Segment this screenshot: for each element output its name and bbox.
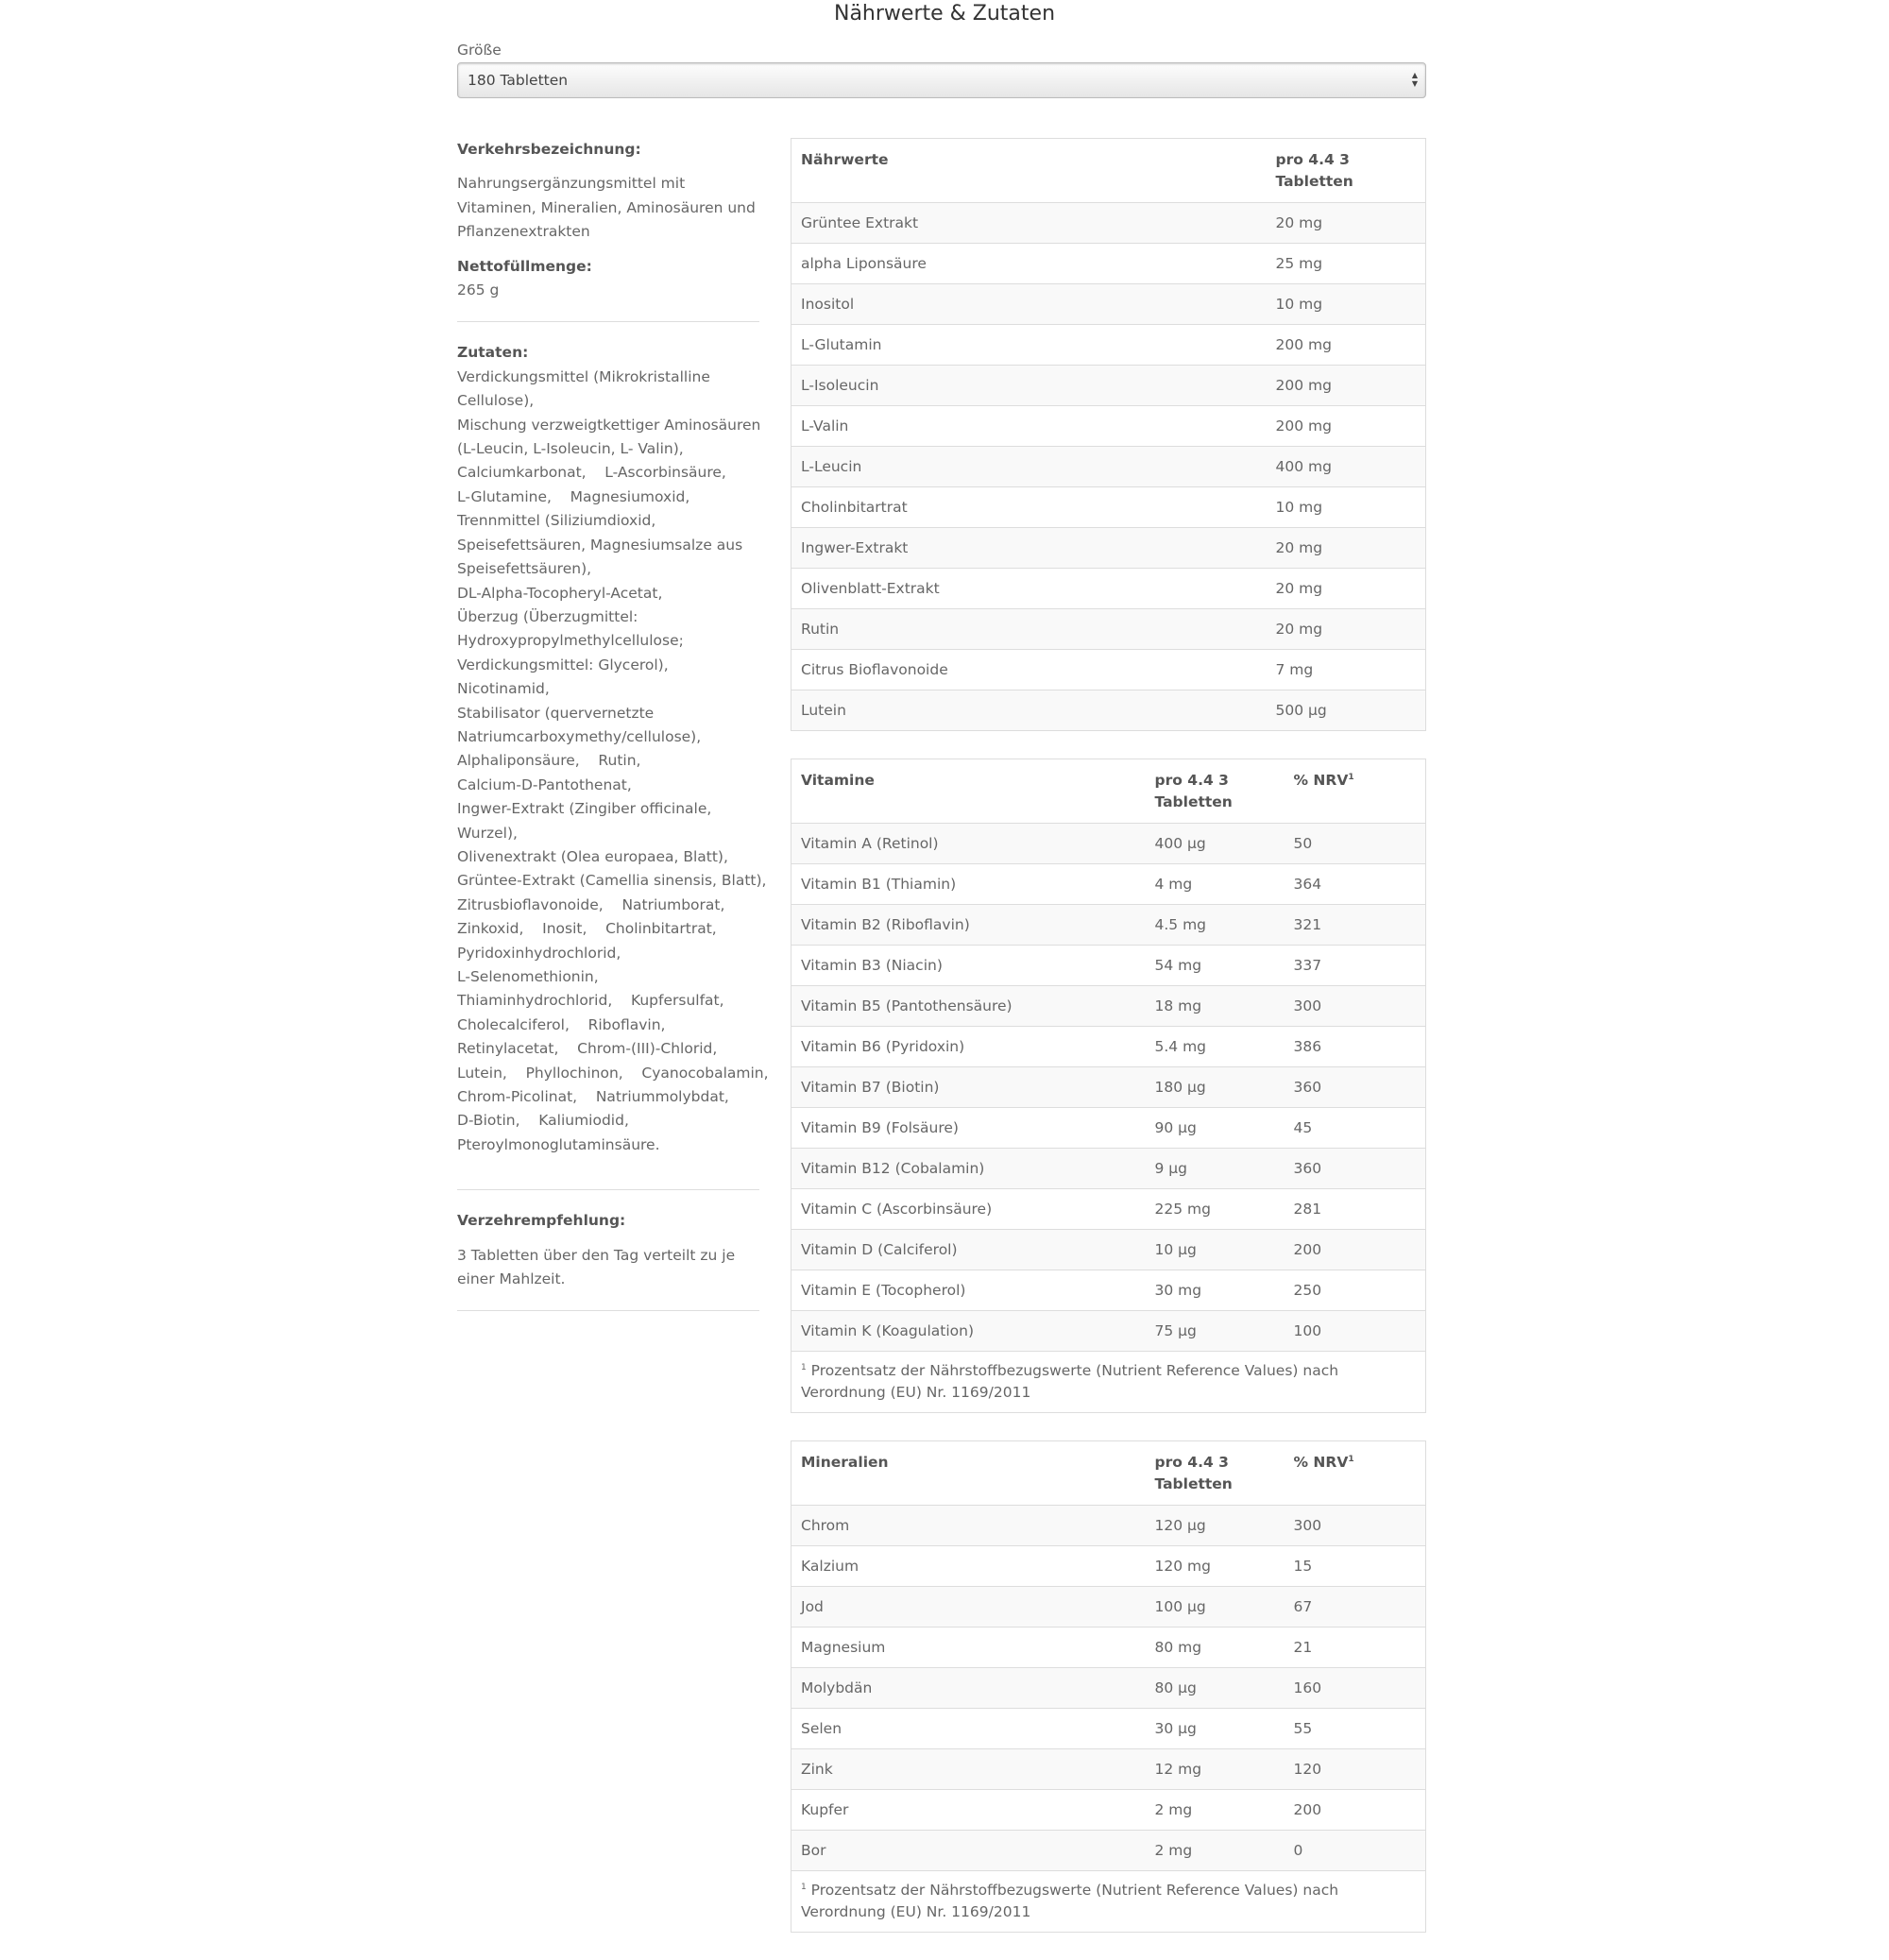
table-header-row: [791, 139, 1426, 203]
table-row: [791, 528, 1426, 569]
cell-name: Vitamin B3 (Niacin): [791, 946, 1146, 986]
cell-amount: 2 mg: [1146, 1831, 1285, 1871]
table-row: [791, 1311, 1426, 1352]
cell-amount: 10 mg: [1267, 284, 1426, 325]
zutaten-line: Retinylacetat, Chrom-(III)-Chlorid,: [457, 1040, 718, 1058]
cell-nrv: 120: [1285, 1749, 1426, 1790]
size-select[interactable]: [457, 62, 1426, 98]
cell-amount: 2 mg: [1146, 1790, 1285, 1831]
table-row: [791, 1149, 1426, 1189]
cell-amount: 200 mg: [1267, 406, 1426, 447]
cell-amount: 120 mg: [1146, 1546, 1285, 1587]
zutaten-list: [457, 366, 769, 1157]
table-row: [791, 1067, 1426, 1108]
cell-name: Molybdän: [791, 1668, 1146, 1709]
zutaten-line: Überzug (Überzugmittel:: [457, 607, 638, 625]
cell-amount: 200 mg: [1267, 366, 1426, 406]
table-header-row: [791, 759, 1426, 824]
mineralien-table: [791, 1440, 1426, 1933]
table-row: [791, 1587, 1426, 1628]
cell-name: Vitamin B5 (Pantothensäure): [791, 986, 1146, 1027]
cell-amount: 90 µg: [1146, 1108, 1285, 1149]
cell-amount: 200 mg: [1267, 325, 1426, 366]
header-amount: pro 4.4 3 Tabletten: [1267, 139, 1426, 203]
table-row: [791, 406, 1426, 447]
cell-name: L-Isoleucin: [791, 366, 1267, 406]
table-row: [791, 1546, 1426, 1587]
zutaten-line: Alphaliponsäure, Rutin,: [457, 752, 641, 770]
cell-name: Chrom: [791, 1506, 1146, 1546]
zutaten-line: L-Selenomethionin,: [457, 968, 599, 985]
verkehrs-label: Verkehrsbezeichnung:: [457, 141, 641, 158]
header-nrv-footnote-mark: 1: [1348, 1454, 1354, 1464]
cell-amount: 80 mg: [1146, 1628, 1285, 1668]
header-nrv-footnote-mark: 1: [1348, 772, 1354, 782]
cell-amount: 7 mg: [1267, 650, 1426, 690]
cell-name: Vitamin B9 (Folsäure): [791, 1108, 1146, 1149]
zutaten-line: Thiaminhydrochlorid, Kupfersulfat,: [457, 992, 724, 1010]
cell-amount: 20 mg: [1267, 528, 1426, 569]
page-title: Nährwerte & Zutaten: [833, 2, 1056, 26]
table-row: [791, 1749, 1426, 1790]
footnote-text: Prozentsatz der Nährstoffbezugswerte (Nutrient Reference Values) nach Verordnung (EU) Nr. 1169/2011: [801, 1362, 1339, 1401]
cell-amount: 75 µg: [1146, 1311, 1285, 1352]
table-row: [791, 366, 1426, 406]
table-row: [791, 650, 1426, 690]
table-row: [791, 1027, 1426, 1067]
zutaten-line: Hydroxypropylmethylcellulose;: [457, 632, 684, 650]
size-label: Größe: [457, 42, 502, 59]
cell-name: Bor: [791, 1831, 1146, 1871]
zutaten-line: Chrom-Picolinat, Natriummolybdat,: [457, 1088, 729, 1106]
table-row: [791, 946, 1426, 986]
table-row: [791, 1790, 1426, 1831]
cell-amount: 20 mg: [1267, 609, 1426, 650]
vitamine-table: [791, 758, 1426, 1413]
zutaten-line: Zinkoxid, Inosit, Cholinbitartrat,: [457, 920, 717, 938]
header-nrv-label: % NRV: [1293, 1454, 1349, 1471]
cell-name: Vitamin B12 (Cobalamin): [791, 1149, 1146, 1189]
table-header-row: [791, 1441, 1426, 1506]
cell-name: Olivenblatt-Extrakt: [791, 569, 1267, 609]
header-nrv: [1285, 759, 1426, 824]
footnote-mark: 1: [801, 1362, 807, 1372]
cell-amount: 100 µg: [1146, 1587, 1285, 1628]
zutaten-line: D-Biotin, Kaliumiodid,: [457, 1112, 629, 1130]
cell-name: alpha Liponsäure: [791, 244, 1267, 284]
cell-name: Selen: [791, 1709, 1146, 1749]
zutaten-line: Stabilisator (quervernetzte: [457, 704, 655, 722]
cell-amount: 4.5 mg: [1146, 905, 1285, 946]
header-name: Nährwerte: [791, 139, 1267, 203]
table-row: [791, 325, 1426, 366]
table-row: [791, 487, 1426, 528]
cell-name: L-Leucin: [791, 447, 1267, 487]
zutaten-line: Olivenextrakt (Olea europaea, Blatt),: [457, 847, 728, 865]
zutaten-line: Nicotinamid,: [457, 680, 550, 698]
netto-value: 265 g: [457, 281, 500, 299]
cell-nrv: 45: [1285, 1108, 1426, 1149]
cell-amount: 4 mg: [1146, 864, 1285, 905]
zutaten-line: Grüntee-Extrakt (Camellia sinensis, Blatt),: [457, 872, 767, 890]
cell-nrv: 321: [1285, 905, 1426, 946]
table-row: [791, 1709, 1426, 1749]
header-name: Mineralien: [791, 1441, 1146, 1506]
footnote-row: [791, 1871, 1426, 1933]
cell-nrv: 300: [1285, 986, 1426, 1027]
naehrwerte-table: [791, 138, 1426, 731]
zutaten-line: Wurzel),: [457, 824, 518, 842]
cell-name: Vitamin B1 (Thiamin): [791, 864, 1146, 905]
cell-name: Vitamin E (Tocopherol): [791, 1270, 1146, 1311]
cell-amount: 225 mg: [1146, 1189, 1285, 1230]
cell-nrv: 300: [1285, 1506, 1426, 1546]
cell-amount: 10 mg: [1267, 487, 1426, 528]
zutaten-line: L-Glutamine, Magnesiumoxid,: [457, 487, 690, 505]
table-row: [791, 986, 1426, 1027]
cell-amount: 54 mg: [1146, 946, 1285, 986]
nutrition-tables: [791, 138, 1425, 1960]
select-arrows-icon: ▲ ▼: [1411, 71, 1418, 88]
cell-nrv: 200: [1285, 1230, 1426, 1270]
verzehr-label: Verzehrempfehlung:: [457, 1212, 626, 1230]
cell-name: Vitamin B7 (Biotin): [791, 1067, 1146, 1108]
cell-amount: 500 µg: [1267, 690, 1426, 731]
cell-name: Rutin: [791, 609, 1267, 650]
zutaten-line: Ingwer-Extrakt (Zingiber officinale,: [457, 800, 712, 818]
cell-amount: 30 mg: [1146, 1270, 1285, 1311]
zutaten-line: Pteroylmonoglutaminsäure.: [457, 1135, 660, 1153]
table-row: [791, 1628, 1426, 1668]
table-row: [791, 690, 1426, 731]
cell-name: Vitamin D (Calciferol): [791, 1230, 1146, 1270]
netto-label: Nettofüllmenge:: [457, 257, 592, 275]
zutaten-label: Zutaten:: [457, 344, 529, 362]
table-row: [791, 824, 1426, 864]
zutaten-line: Verdickungsmittel: Glycerol),: [457, 656, 669, 673]
zutaten-line: Calciumkarbonat, L-Ascorbinsäure,: [457, 464, 726, 482]
verkehrs-text: Nahrungsergänzungsmittel mit Vitaminen, Mineralien, Aminosäuren und Pflanzenextrakten: [457, 175, 756, 241]
footnote-mark: 1: [801, 1882, 807, 1892]
table-row: [791, 244, 1426, 284]
table-row: [791, 1668, 1426, 1709]
zutaten-line: (L-Leucin, L-Isoleucin, L- Valin),: [457, 440, 684, 458]
table-row: [791, 447, 1426, 487]
cell-amount: 80 µg: [1146, 1668, 1285, 1709]
zutaten-line: Cholecalciferol, Riboflavin,: [457, 1015, 666, 1033]
zutaten-line: Trennmittel (Siliziumdioxid,: [457, 512, 656, 530]
cell-nrv: 364: [1285, 864, 1426, 905]
cell-name: Inositol: [791, 284, 1267, 325]
cell-name: Vitamin C (Ascorbinsäure): [791, 1189, 1146, 1230]
cell-amount: 5.4 mg: [1146, 1027, 1285, 1067]
zutaten-line: Natriumcarboxymethy/cellulose),: [457, 727, 702, 745]
table-row: [791, 284, 1426, 325]
table-row: [791, 1506, 1426, 1546]
header-amount: pro 4.4 3 Tabletten: [1146, 759, 1285, 824]
header-amount: pro 4.4 3 Tabletten: [1146, 1441, 1285, 1506]
cell-amount: 9 µg: [1146, 1149, 1285, 1189]
cell-name: Kalzium: [791, 1546, 1146, 1587]
cell-name: Vitamin B6 (Pyridoxin): [791, 1027, 1146, 1067]
cell-name: Zink: [791, 1749, 1146, 1790]
footnote-row: [791, 1352, 1426, 1413]
cell-name: Lutein: [791, 690, 1267, 731]
cell-name: Magnesium: [791, 1628, 1146, 1668]
table-row: [791, 1189, 1426, 1230]
verzehr-text: 3 Tabletten über den Tag verteilt zu je einer Mahlzeit.: [457, 1246, 736, 1288]
cell-name: Kupfer: [791, 1790, 1146, 1831]
cell-amount: 12 mg: [1146, 1749, 1285, 1790]
cell-amount: 400 µg: [1146, 824, 1285, 864]
table-row: [791, 1108, 1426, 1149]
zutaten-line: Zitrusbioflavonoide, Natriumborat,: [457, 895, 725, 913]
cell-nrv: 21: [1285, 1628, 1426, 1668]
table-row: [791, 609, 1426, 650]
divider: [457, 1310, 759, 1311]
table-row: [791, 1831, 1426, 1871]
cell-nrv: 337: [1285, 946, 1426, 986]
zutaten-line: Pyridoxinhydrochlorid,: [457, 944, 621, 962]
cell-amount: 20 mg: [1267, 203, 1426, 244]
cell-name: L-Valin: [791, 406, 1267, 447]
zutaten-line: Mischung verzweigtkettiger Aminosäuren: [457, 416, 761, 434]
cell-nrv: 50: [1285, 824, 1426, 864]
cell-nrv: 360: [1285, 1149, 1426, 1189]
table-row: [791, 905, 1426, 946]
zutaten-line: Calcium-D-Pantothenat,: [457, 775, 632, 793]
zutaten-line: Cellulose),: [457, 392, 535, 410]
cell-name: Vitamin K (Koagulation): [791, 1311, 1146, 1352]
cell-amount: 20 mg: [1267, 569, 1426, 609]
table-row: [791, 1270, 1426, 1311]
cell-amount: 10 µg: [1146, 1230, 1285, 1270]
product-info: [457, 138, 769, 1311]
cell-name: Jod: [791, 1587, 1146, 1628]
header-nrv: [1285, 1441, 1426, 1506]
size-select-value: 180 Tabletten: [468, 72, 569, 89]
cell-amount: 25 mg: [1267, 244, 1426, 284]
cell-name: L-Glutamin: [791, 325, 1267, 366]
header-name: Vitamine: [791, 759, 1146, 824]
cell-name: Vitamin B2 (Riboflavin): [791, 905, 1146, 946]
cell-nrv: 250: [1285, 1270, 1426, 1311]
cell-amount: 120 µg: [1146, 1506, 1285, 1546]
cell-amount: 400 mg: [1267, 447, 1426, 487]
zutaten-line: Speisefettsäuren),: [457, 560, 592, 578]
cell-nrv: 360: [1285, 1067, 1426, 1108]
cell-nrv: 100: [1285, 1311, 1426, 1352]
cell-nrv: 160: [1285, 1668, 1426, 1709]
cell-nrv: 386: [1285, 1027, 1426, 1067]
cell-name: Grüntee Extrakt: [791, 203, 1267, 244]
cell-nrv: 281: [1285, 1189, 1426, 1230]
header-nrv-label: % NRV: [1293, 772, 1349, 789]
footnote: [791, 1352, 1426, 1413]
table-row: [791, 864, 1426, 905]
cell-nrv: 200: [1285, 1790, 1426, 1831]
cell-nrv: 55: [1285, 1709, 1426, 1749]
table-row: [791, 1230, 1426, 1270]
cell-nrv: 0: [1285, 1831, 1426, 1871]
cell-name: Citrus Bioflavonoide: [791, 650, 1267, 690]
cell-name: Ingwer-Extrakt: [791, 528, 1267, 569]
zutaten-line: Verdickungsmittel (Mikrokristalline: [457, 367, 710, 385]
footnote-text: Prozentsatz der Nährstoffbezugswerte (Nutrient Reference Values) nach Verordnung (EU) Nr. 1169/2011: [801, 1882, 1339, 1920]
cell-nrv: 67: [1285, 1587, 1426, 1628]
cell-amount: 30 µg: [1146, 1709, 1285, 1749]
footnote: [791, 1871, 1426, 1933]
cell-amount: 18 mg: [1146, 986, 1285, 1027]
zutaten-line: Lutein, Phyllochinon, Cyanocobalamin,: [457, 1064, 769, 1082]
cell-name: Cholinbitartrat: [791, 487, 1267, 528]
zutaten-line: DL-Alpha-Tocopheryl-Acetat,: [457, 584, 663, 602]
table-row: [791, 203, 1426, 244]
cell-name: Vitamin A (Retinol): [791, 824, 1146, 864]
table-row: [791, 569, 1426, 609]
cell-amount: 180 µg: [1146, 1067, 1285, 1108]
cell-nrv: 15: [1285, 1546, 1426, 1587]
zutaten-line: Speisefettsäuren, Magnesiumsalze aus: [457, 536, 743, 554]
